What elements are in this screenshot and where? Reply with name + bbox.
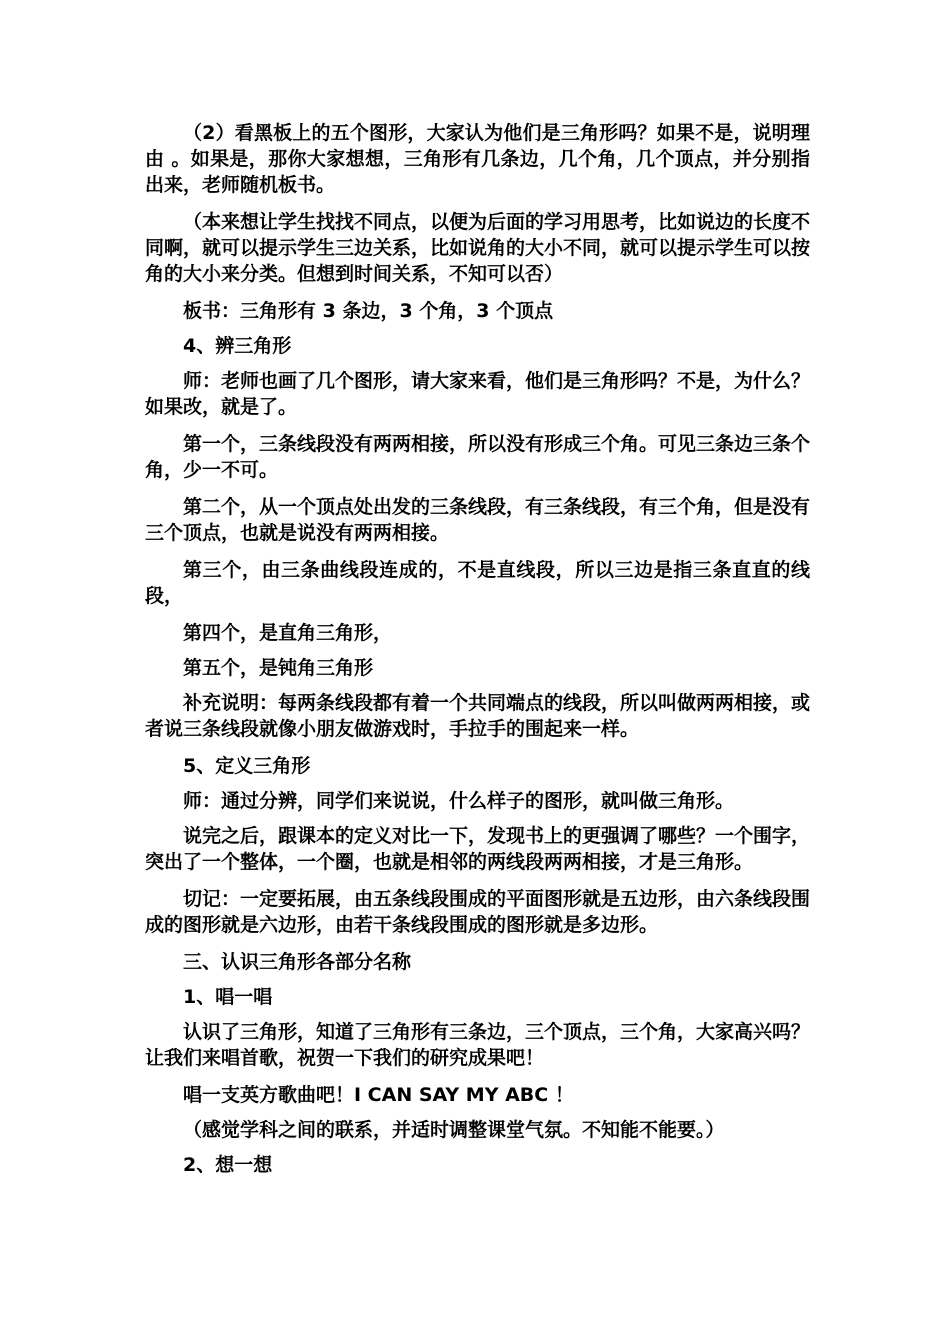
paragraph-13: 师：通过分辨，同学们来说说，什么样子的图形，就叫做三角形。 <box>183 790 735 812</box>
section-heading-4: 4、辨三角形 <box>183 335 292 357</box>
subheading-1: 1、唱一唱 <box>183 986 273 1008</box>
paragraph-14: 说完之后，跟课本的定义对比一下，发现书上的更强调了哪些？一个围字，突出了一个整体，一个圈，也就是相邻的两线段两两相接，才是三角形。 <box>145 825 811 873</box>
paragraph-18: 认识了三角形，知道了三角形有三条边，三个顶点，三个角，大家高兴吗？让我们来唱首歌，祝贺一下我们的研究成果吧！ <box>145 1021 811 1069</box>
paragraph-19: 唱一支英方歌曲吧！I CAN SAY MY ABC ！ <box>183 1084 574 1106</box>
paragraph-3: 板书：三角形有 3 条边，3 个角，3 个顶点 <box>183 300 554 322</box>
paragraph-8: 第三个，由三条曲线段连成的，不是直线段，所以三边是指三条直直的线段， <box>145 559 810 607</box>
paragraph-11: 补充说明：每两条线段都有着一个共同端点的线段，所以叫做两两相接，或者说三条线段就像小朋友做游戏时，手拉手的围起来一样。 <box>145 692 811 740</box>
section-heading-three: 三、认识三角形各部分名称 <box>183 951 412 973</box>
paragraph-15: 切记：一定要拓展，由五条线段围成的平面图形就是五边形，由六条线段围成的图形就是六边形，由若干条线段围成的图形就是多边形。 <box>145 888 811 936</box>
paragraph-5: 师：老师也画了几个图形，请大家来看，他们是三角形吗？不是，为什么？如果改，就是了。 <box>145 370 811 418</box>
paragraph-10: 第五个，是钝角三角形 <box>183 657 374 679</box>
paragraph-7: 第二个，从一个顶点处出发的三条线段，有三条线段，有三个角，但是没有三个顶点，也就是说没有两两相接。 <box>145 496 811 544</box>
paragraph-20: （感觉学科之间的联系，并适时调整课堂气氛。不知能不能要。） <box>183 1119 725 1141</box>
paragraph-9: 第四个，是直角三角形， <box>183 622 393 644</box>
subheading-2: 2、想一想 <box>183 1154 273 1176</box>
paragraph-6: 第一个，三条线段没有两两相接，所以没有形成三个角。可见三条边三条个角，少一不可。 <box>145 433 811 481</box>
section-heading-5: 5、定义三角形 <box>183 755 311 777</box>
paragraph-2: （本来想让学生找找不同点，以便为后面的学习用思考，比如说边的长度不同啊，就可以提示学生三边关系，比如说角的大小不同，就可以提示学生可以按角的大小来分类。但想到时间关系，不知可以否） <box>145 211 811 285</box>
document-page <box>145 120 810 1187</box>
paragraph-1: （2）看黑板上的五个图形，大家认为他们是三角形吗？如果不是，说明理由 。如果是，那你大家想想，三角形有几条边，几个角，几个顶点，并分别指出来，老师随机板书。 <box>145 122 810 196</box>
